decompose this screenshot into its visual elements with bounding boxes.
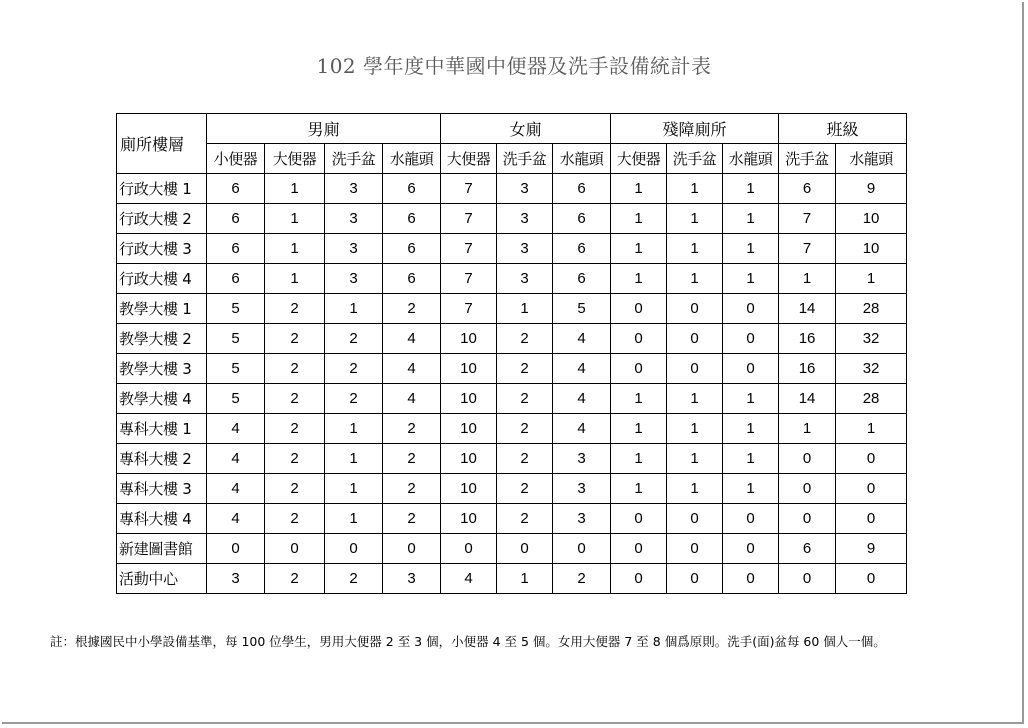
floor-label: 活動中心 xyxy=(117,564,207,594)
table-cell: 9 xyxy=(836,534,907,564)
table-cell: 6 xyxy=(383,204,441,234)
table-cell: 1 xyxy=(667,234,723,264)
table-cell: 1 xyxy=(836,414,907,444)
table-cell: 2 xyxy=(265,414,325,444)
table-cell: 2 xyxy=(265,564,325,594)
table-cell: 2 xyxy=(265,384,325,414)
table-cell: 1 xyxy=(497,294,553,324)
table-cell: 10 xyxy=(441,504,497,534)
table-cell: 0 xyxy=(836,504,907,534)
group-header-classroom: 班級 xyxy=(779,114,907,144)
table-cell: 3 xyxy=(325,174,383,204)
table-cell: 0 xyxy=(779,564,836,594)
table-cell: 2 xyxy=(497,324,553,354)
table-cell: 2 xyxy=(497,474,553,504)
table-cell: 6 xyxy=(383,264,441,294)
table-cell: 0 xyxy=(667,564,723,594)
table-cell: 2 xyxy=(325,354,383,384)
table-cell: 3 xyxy=(497,264,553,294)
table-cell: 2 xyxy=(497,354,553,384)
table-cell: 1 xyxy=(723,474,779,504)
table-cell: 1 xyxy=(723,384,779,414)
table-cell: 0 xyxy=(497,534,553,564)
table-cell: 0 xyxy=(723,294,779,324)
table-cell: 3 xyxy=(325,234,383,264)
table-cell: 2 xyxy=(383,504,441,534)
table-cell: 16 xyxy=(779,354,836,384)
table-cell: 2 xyxy=(383,294,441,324)
column-header-row xyxy=(117,144,907,174)
table-cell: 2 xyxy=(497,504,553,534)
table-cell: 7 xyxy=(779,234,836,264)
column-header: 大便器 xyxy=(441,144,497,174)
table-cell: 2 xyxy=(497,444,553,474)
table-cell: 0 xyxy=(779,474,836,504)
table-cell: 2 xyxy=(383,474,441,504)
table-cell: 4 xyxy=(441,564,497,594)
table-cell: 4 xyxy=(553,324,611,354)
table-cell: 7 xyxy=(441,234,497,264)
table-cell: 3 xyxy=(497,204,553,234)
table-cell: 4 xyxy=(553,414,611,444)
table-cell: 14 xyxy=(779,384,836,414)
table-cell: 5 xyxy=(207,354,265,384)
table-cell: 1 xyxy=(611,384,667,414)
footnote: 註：根據國民中小學設備基準，每 100 位學生，男用大便器 2 至 3 個，小便器 4 至 5 個。女用大便器 7 至 8 個爲原則。洗手(面)盆每 60 個人一個。 xyxy=(50,634,886,649)
table-cell: 1 xyxy=(611,414,667,444)
table-cell: 2 xyxy=(265,504,325,534)
floor-label: 專科大樓 1 xyxy=(117,414,207,444)
table-cell: 6 xyxy=(553,174,611,204)
table-cell: 0 xyxy=(553,534,611,564)
table-cell: 0 xyxy=(836,444,907,474)
floor-label: 教學大樓 1 xyxy=(117,294,207,324)
column-header: 洗手盆 xyxy=(325,144,383,174)
table-cell: 6 xyxy=(207,234,265,264)
table-cell: 1 xyxy=(611,444,667,474)
floor-label: 專科大樓 3 xyxy=(117,474,207,504)
table-cell: 0 xyxy=(667,354,723,384)
table-cell: 0 xyxy=(667,534,723,564)
table-cell: 4 xyxy=(383,384,441,414)
column-header: 小便器 xyxy=(207,144,265,174)
table-row xyxy=(117,294,907,324)
table-cell: 6 xyxy=(553,264,611,294)
table-cell: 2 xyxy=(265,294,325,324)
floor-label: 行政大樓 3 xyxy=(117,234,207,264)
table-cell: 1 xyxy=(667,474,723,504)
table-cell: 2 xyxy=(265,444,325,474)
table-cell: 5 xyxy=(207,294,265,324)
table-cell: 0 xyxy=(611,294,667,324)
table-cell: 1 xyxy=(325,414,383,444)
table-cell: 6 xyxy=(779,534,836,564)
table-cell: 1 xyxy=(779,264,836,294)
table-cell: 3 xyxy=(553,474,611,504)
table-cell: 0 xyxy=(723,354,779,384)
table-cell: 6 xyxy=(207,174,265,204)
table-cell: 4 xyxy=(553,354,611,384)
table-cell: 1 xyxy=(265,174,325,204)
table-cell: 2 xyxy=(265,474,325,504)
table-cell: 16 xyxy=(779,324,836,354)
table-cell: 1 xyxy=(723,414,779,444)
table-row xyxy=(117,414,907,444)
column-header: 水龍頭 xyxy=(723,144,779,174)
table-cell: 1 xyxy=(611,474,667,504)
table-cell: 1 xyxy=(667,174,723,204)
column-header: 大便器 xyxy=(611,144,667,174)
table-cell: 0 xyxy=(836,474,907,504)
floor-label: 教學大樓 4 xyxy=(117,384,207,414)
floor-label: 專科大樓 2 xyxy=(117,444,207,474)
table-cell: 3 xyxy=(325,264,383,294)
column-header: 洗手盆 xyxy=(667,144,723,174)
table-body xyxy=(117,174,907,594)
table-cell: 0 xyxy=(611,504,667,534)
table-cell: 6 xyxy=(383,234,441,264)
table-cell: 2 xyxy=(325,564,383,594)
table-row xyxy=(117,384,907,414)
table-cell: 1 xyxy=(325,474,383,504)
floor-label: 專科大樓 4 xyxy=(117,504,207,534)
table-cell: 1 xyxy=(723,204,779,234)
table-cell: 10 xyxy=(836,204,907,234)
column-header: 水龍頭 xyxy=(836,144,907,174)
table-cell: 0 xyxy=(667,504,723,534)
column-header: 水龍頭 xyxy=(553,144,611,174)
table-cell: 2 xyxy=(553,564,611,594)
table-cell: 3 xyxy=(553,504,611,534)
table-cell: 9 xyxy=(836,174,907,204)
table-cell: 2 xyxy=(497,384,553,414)
group-header-row xyxy=(117,114,907,144)
table-cell: 3 xyxy=(497,174,553,204)
table-cell: 4 xyxy=(207,444,265,474)
table-row xyxy=(117,474,907,504)
floor-label: 教學大樓 2 xyxy=(117,324,207,354)
corner-header: 廁所樓層 xyxy=(117,114,207,174)
column-header: 水龍頭 xyxy=(383,144,441,174)
table-cell: 1 xyxy=(265,204,325,234)
table-cell: 2 xyxy=(383,414,441,444)
table-cell: 3 xyxy=(553,444,611,474)
table-row xyxy=(117,504,907,534)
table-cell: 1 xyxy=(611,204,667,234)
table-cell: 1 xyxy=(611,264,667,294)
table-cell: 10 xyxy=(441,444,497,474)
table-cell: 28 xyxy=(836,294,907,324)
column-header: 洗手盆 xyxy=(779,144,836,174)
group-header-men: 男廁 xyxy=(207,114,441,144)
table-cell: 4 xyxy=(207,504,265,534)
facility-stats-table xyxy=(116,113,907,594)
table-cell: 1 xyxy=(325,444,383,474)
table-cell: 5 xyxy=(207,384,265,414)
table-row xyxy=(117,444,907,474)
table-cell: 0 xyxy=(723,504,779,534)
table-cell: 32 xyxy=(836,354,907,384)
table-cell: 6 xyxy=(207,264,265,294)
table-cell: 0 xyxy=(265,534,325,564)
table-cell: 4 xyxy=(383,324,441,354)
table-cell: 0 xyxy=(383,534,441,564)
column-header: 洗手盆 xyxy=(497,144,553,174)
table-cell: 10 xyxy=(441,324,497,354)
table-cell: 0 xyxy=(667,294,723,324)
table-cell: 2 xyxy=(265,354,325,384)
table-cell: 1 xyxy=(497,564,553,594)
column-header: 大便器 xyxy=(265,144,325,174)
table-cell: 1 xyxy=(611,174,667,204)
table-cell: 1 xyxy=(723,234,779,264)
table-cell: 7 xyxy=(441,294,497,324)
table-cell: 1 xyxy=(667,444,723,474)
table-row xyxy=(117,204,907,234)
table-cell: 10 xyxy=(836,234,907,264)
table-cell: 7 xyxy=(441,174,497,204)
floor-label: 行政大樓 2 xyxy=(117,204,207,234)
table-cell: 7 xyxy=(441,204,497,234)
table-cell: 7 xyxy=(779,204,836,234)
table-cell: 2 xyxy=(265,324,325,354)
table-cell: 2 xyxy=(383,444,441,474)
table-cell: 1 xyxy=(325,504,383,534)
table-cell: 0 xyxy=(611,564,667,594)
table-row xyxy=(117,324,907,354)
table-cell: 3 xyxy=(325,204,383,234)
table-cell: 2 xyxy=(325,384,383,414)
table-cell: 4 xyxy=(383,354,441,384)
table-cell: 1 xyxy=(723,174,779,204)
table-cell: 3 xyxy=(383,564,441,594)
table-cell: 0 xyxy=(836,564,907,594)
table-cell: 6 xyxy=(779,174,836,204)
floor-label: 行政大樓 4 xyxy=(117,264,207,294)
table-cell: 0 xyxy=(667,324,723,354)
table-cell: 1 xyxy=(723,444,779,474)
table-row xyxy=(117,174,907,204)
group-header-women: 女廁 xyxy=(441,114,611,144)
table-cell: 0 xyxy=(723,534,779,564)
table-cell: 0 xyxy=(325,534,383,564)
table-cell: 1 xyxy=(836,264,907,294)
table-cell: 1 xyxy=(611,234,667,264)
table-cell: 32 xyxy=(836,324,907,354)
table-cell: 0 xyxy=(779,504,836,534)
table-row xyxy=(117,534,907,564)
table-row xyxy=(117,564,907,594)
table-cell: 28 xyxy=(836,384,907,414)
table-cell: 0 xyxy=(723,564,779,594)
table-cell: 6 xyxy=(207,204,265,234)
floor-label: 新建圖書館 xyxy=(117,534,207,564)
table-row xyxy=(117,234,907,264)
table-cell: 1 xyxy=(723,264,779,294)
table-cell: 0 xyxy=(441,534,497,564)
table-cell: 10 xyxy=(441,414,497,444)
table-cell: 2 xyxy=(325,324,383,354)
table-cell: 1 xyxy=(667,204,723,234)
table-cell: 10 xyxy=(441,384,497,414)
table-cell: 0 xyxy=(779,444,836,474)
table-cell: 4 xyxy=(553,384,611,414)
table-row xyxy=(117,354,907,384)
table-cell: 14 xyxy=(779,294,836,324)
page-title: 102 學年度中華國中便器及洗手設備統計表 xyxy=(316,54,712,78)
table-cell: 2 xyxy=(497,414,553,444)
table-row xyxy=(117,264,907,294)
table-cell: 1 xyxy=(667,414,723,444)
table-cell: 0 xyxy=(611,324,667,354)
table-cell: 3 xyxy=(207,564,265,594)
table-cell: 6 xyxy=(383,174,441,204)
table-cell: 1 xyxy=(265,264,325,294)
table-cell: 4 xyxy=(207,474,265,504)
table-cell: 5 xyxy=(553,294,611,324)
table-cell: 1 xyxy=(667,264,723,294)
table-cell: 7 xyxy=(441,264,497,294)
floor-label: 行政大樓 1 xyxy=(117,174,207,204)
table-cell: 0 xyxy=(207,534,265,564)
table-cell: 10 xyxy=(441,474,497,504)
table-cell: 6 xyxy=(553,234,611,264)
table-cell: 1 xyxy=(667,384,723,414)
floor-label: 教學大樓 3 xyxy=(117,354,207,384)
table-cell: 3 xyxy=(497,234,553,264)
table-cell: 0 xyxy=(723,324,779,354)
table-cell: 4 xyxy=(207,414,265,444)
table-cell: 1 xyxy=(779,414,836,444)
table-cell: 1 xyxy=(265,234,325,264)
group-header-accessible: 殘障廁所 xyxy=(611,114,779,144)
table-cell: 0 xyxy=(611,534,667,564)
table-cell: 1 xyxy=(325,294,383,324)
table-cell: 6 xyxy=(553,204,611,234)
table-cell: 5 xyxy=(207,324,265,354)
table-cell: 10 xyxy=(441,354,497,384)
table-cell: 0 xyxy=(611,354,667,384)
